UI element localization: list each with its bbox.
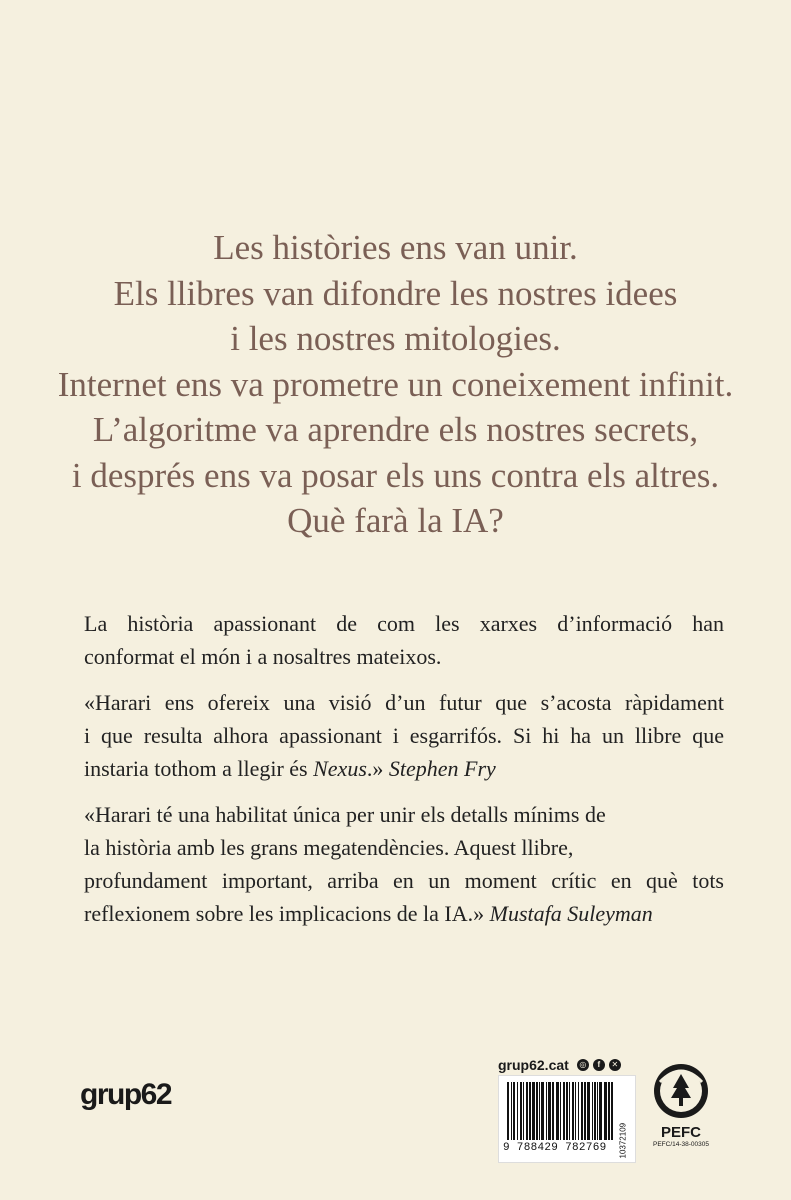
- poem-line: i després ens va posar els uns contra els altres.: [71, 455, 720, 495]
- barcode-bar: [507, 1082, 509, 1140]
- barcode-bar: [575, 1082, 576, 1140]
- barcode-bar: [541, 1082, 544, 1140]
- isbn-number: 9 788429 782769: [503, 1142, 607, 1154]
- barcode-bar: [523, 1082, 524, 1140]
- barcode-bar: [611, 1082, 613, 1140]
- barcode-bar: [520, 1082, 522, 1140]
- facebook-icon[interactable]: f: [593, 1059, 605, 1071]
- barcode-bar: [560, 1082, 561, 1140]
- poem-line: Les històries ens van unir.: [213, 228, 578, 267]
- reference-code: [617, 1120, 629, 1160]
- poem-line: L’algoritme va aprendre els nostres secrets,: [92, 410, 699, 449]
- intro-paragraph: [84, 607, 724, 673]
- pefc-label: PEFC: [660, 1124, 701, 1141]
- barcode-bar: [572, 1082, 574, 1140]
- barcode-bar: [581, 1082, 583, 1140]
- barcode-bar: [526, 1082, 528, 1140]
- barcode-bar: [578, 1082, 579, 1140]
- barcode-bar: [552, 1082, 554, 1140]
- quote-line: [84, 897, 724, 930]
- x-icon[interactable]: ✕: [609, 1059, 621, 1071]
- quote-stephen-fry: [84, 686, 724, 785]
- barcode-bar: [566, 1082, 568, 1140]
- pefc-code: PEFC/14-38-00305: [652, 1141, 709, 1148]
- reference-code-text: 10372109: [618, 1122, 628, 1159]
- barcode-bar: [563, 1082, 565, 1140]
- website-link[interactable]: grup62.cat: [498, 1057, 569, 1073]
- intro-line: La història apassionant de com les xarxes d’informació han: [84, 611, 724, 636]
- quote-text: reflexionem sobre les implicacions de la IA.»: [84, 901, 490, 926]
- poem-line: Què farà la IA?: [287, 501, 504, 540]
- quote-author: Mustafa Suleyman: [489, 901, 653, 926]
- barcode-bar: [604, 1082, 607, 1140]
- barcode-bar: [584, 1082, 586, 1140]
- barcode-bar: [546, 1082, 547, 1140]
- isbn-barcode: [498, 1075, 636, 1163]
- barcode-bar: [608, 1082, 610, 1140]
- barcode-bar: [517, 1082, 518, 1140]
- quote-mustafa-suleyman: [84, 798, 724, 930]
- quote-line: «Harari ens ofereix una visió d’un futur que s’acosta ràpidament: [84, 690, 724, 715]
- barcode-bar: [597, 1082, 598, 1140]
- barcode-bar: [587, 1082, 590, 1140]
- barcode-bar: [556, 1082, 559, 1140]
- barcode-bar: [599, 1082, 602, 1140]
- poem-line: Els llibres van difondre les nostres idees: [113, 273, 678, 313]
- barcode-bar: [529, 1082, 531, 1140]
- blurb: [84, 607, 724, 943]
- publisher-logo: grup62: [80, 1078, 172, 1111]
- barcode-bar: [569, 1082, 570, 1140]
- book-title: Nexus: [313, 756, 367, 781]
- barcode-bars: [505, 1082, 617, 1140]
- poem-block: [0, 225, 791, 544]
- barcode-bar: [532, 1082, 535, 1140]
- quote-author: Stephen Fry: [388, 756, 496, 781]
- quote-line: [84, 752, 724, 785]
- barcode-bar: [511, 1082, 512, 1140]
- quote-text: .»: [366, 756, 389, 781]
- barcode-bar: [548, 1082, 551, 1140]
- intro-line: conformat el món i a nosaltres mateixos.: [84, 644, 442, 669]
- barcode-bar: [539, 1082, 540, 1140]
- barcode-bar: [594, 1082, 596, 1140]
- quote-line: la història amb les grans megatendències. Aquest llibre,: [84, 835, 574, 860]
- quote-line: i que resulta alhora apassionant i esgarrifós. Si hi ha un llibre que: [84, 723, 724, 748]
- instagram-icon[interactable]: ◎: [577, 1059, 589, 1071]
- barcode-bar: [592, 1082, 593, 1140]
- pefc-tree-icon: [652, 1062, 710, 1120]
- barcode-bar: [513, 1082, 515, 1140]
- poem-line: Internet ens va prometre un coneixement infinit.: [57, 364, 734, 404]
- quote-line: profundament important, arriba en un moment crític en què tots: [84, 868, 724, 893]
- barcode-bar: [536, 1082, 538, 1140]
- publisher-contact: [498, 1057, 621, 1073]
- pefc-certification: [650, 1062, 712, 1149]
- quote-text: instaria tothom a llegir és: [84, 756, 314, 781]
- poem-line: i les nostres mitologies.: [230, 319, 561, 358]
- quote-line: «Harari té una habilitat única per unir els detalls mínims de: [84, 802, 606, 827]
